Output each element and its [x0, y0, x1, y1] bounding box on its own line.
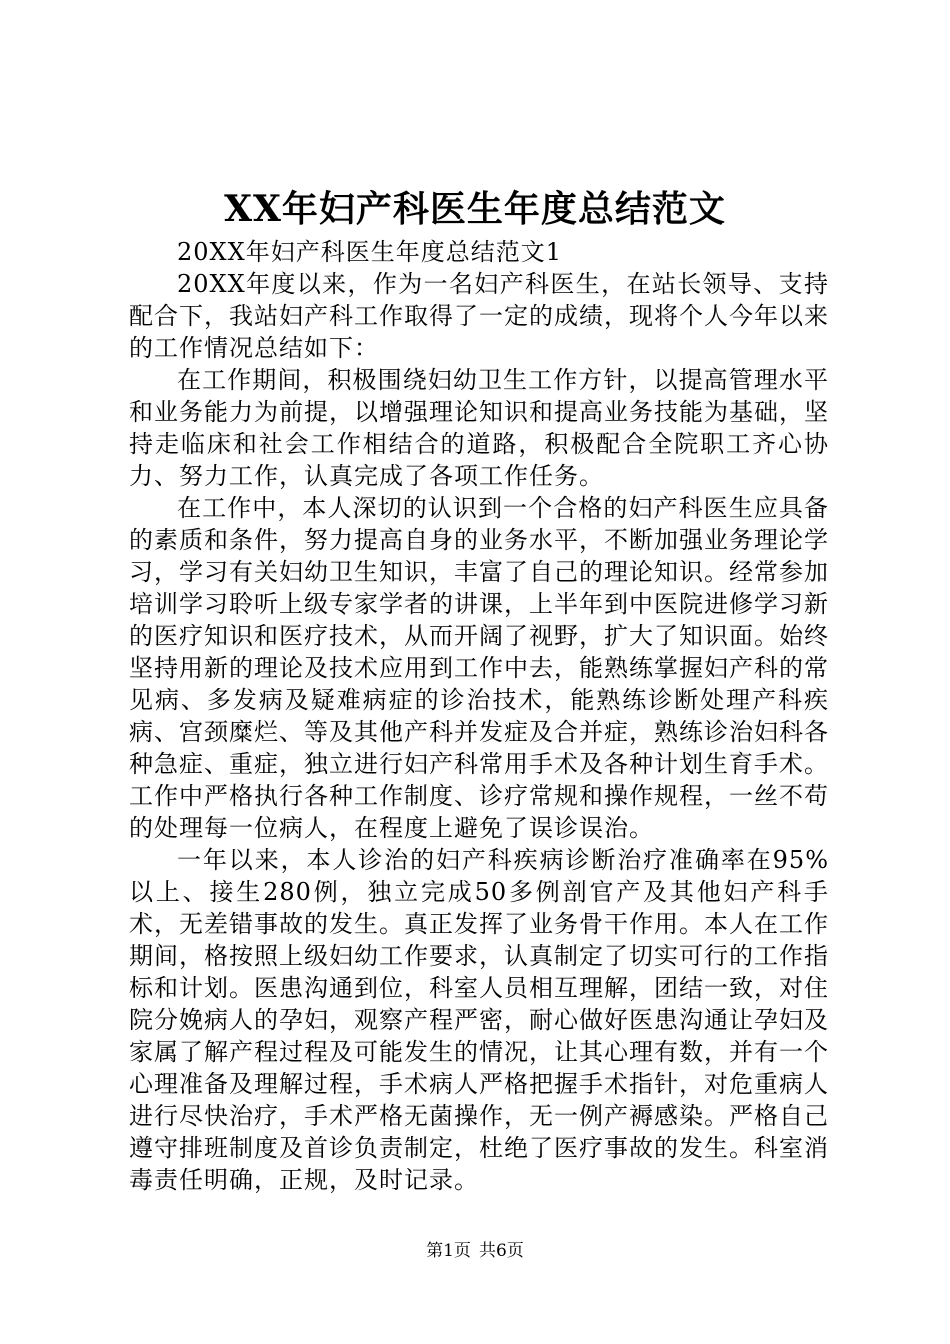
- page-total: 共6页: [479, 1241, 524, 1261]
- paragraph-achievements: 一年以来，本人诊治的妇产科疾病诊断治疗准确率在95%以上、接生280例，独立完成50多例剖官产及其他妇产科手术，无差错事故的发生。真正发挥了业务骨干作用。本人在工作期间，格按照上级妇幼工作要求，认真制定了切实可行的工作指标和计划。医患沟通到位，科室人员相互理解，团结一致，对住院分娩病人的孕妇，观察产程严密，耐心做好医患沟通让孕妇及家属了解产程过程及可能发生的情况，让其心理有数，并有一个心理准备及理解过程，手术病人严格把握手术指针，对危重病人进行尽快治疗，手术严格无菌操作，无一例产褥感染。严格自己遵守排班制度及首诊负责制定，杜绝了医疗事故的发生。科室消毒责任明确，正规，及时记录。: [129, 846, 829, 1194]
- paragraph-subtitle: 20XX年妇产科医生年度总结范文1: [177, 238, 562, 266]
- paragraph-study: 在工作中，本人深切的认识到一个合格的妇产科医生应具备的素质和条件，努力提高自身的业务水平，不断加强业务理论学习，学习有关妇幼卫生知识，丰富了自己的理论知识。经常参加培训学习聆听上级专家学者的讲课，上半年到中医院进修学习新的医疗知识和医疗技术，从而开阔了视野，扩大了知识面。始终坚持用新的理论及技术应用到工作中去，能熟练掌握妇产科的常见病、多发病及疑难病症的诊治技术，能熟练诊断处理产科疾病、宫颈糜烂、等及其他产科并发症及合并症，熟练诊治妇科各种急症、重症，独立进行妇产科常用手术及各种计划生育手术。工作中严格执行各种工作制度、诊疗常规和操作规程，一丝不苟的处理每一位病人，在程度上避免了误诊误治。: [129, 494, 829, 842]
- page-number: 第1页: [426, 1241, 471, 1261]
- page-footer: [0, 1239, 950, 1263]
- document-title: XX年妇产科医生年度总结范文: [224, 188, 726, 230]
- paragraph-work-period: 在工作期间，积极围绕妇幼卫生工作方针，以提高管理水平和业务能力为前提，以增强理论知识和提高业务技能为基础，坚持走临床和社会工作相结合的道路，积极配合全院职工齐心协力、努力工作，认真完成了各项工作任务。: [129, 366, 829, 490]
- document-body: [129, 236, 829, 1196]
- paragraph-intro: 20XX年度以来，作为一名妇产科医生，在站长领导、支持配合下，我站妇产科工作取得了一定的成绩，现将个人今年以来的工作情况总结如下：: [129, 270, 829, 362]
